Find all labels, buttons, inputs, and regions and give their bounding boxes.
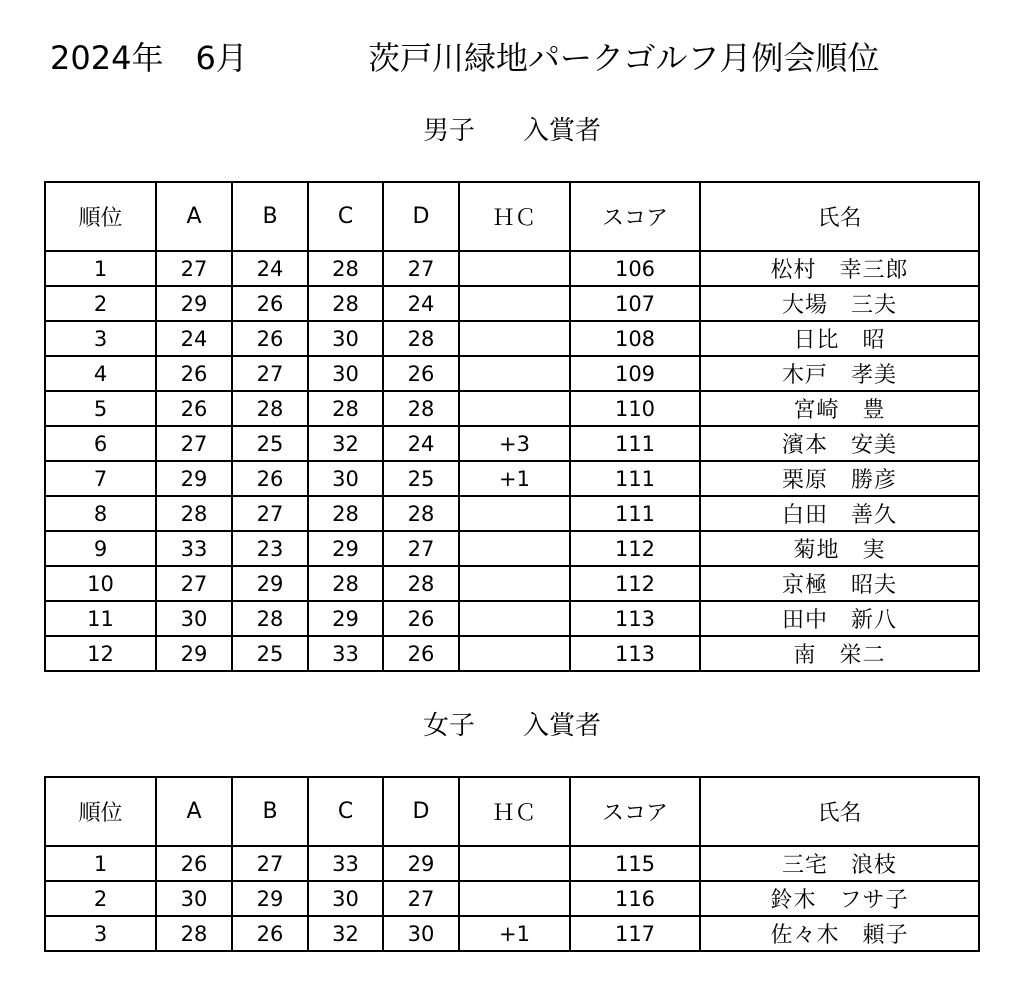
table-row xyxy=(45,286,979,321)
cell-total-score: 109 xyxy=(570,356,700,391)
cell-player-name: 大場 三夫 xyxy=(700,286,979,321)
men-table-body xyxy=(45,251,979,671)
cell-score-b: 29 xyxy=(232,881,308,916)
cell-score-a: 30 xyxy=(156,881,232,916)
women-award-label: 入賞者 xyxy=(523,711,602,741)
cell-player-name: 白田 善久 xyxy=(700,496,979,531)
cell-player-name: 田中 新八 xyxy=(700,601,979,636)
cell-handicap xyxy=(459,531,570,566)
cell-score-a: 26 xyxy=(156,356,232,391)
women-table-body xyxy=(45,846,979,951)
women-section-title xyxy=(0,708,1024,744)
cell-score-b: 27 xyxy=(232,496,308,531)
cell-handicap xyxy=(459,356,570,391)
men-group-label: 男子 xyxy=(422,116,475,146)
col-header-a: A xyxy=(156,182,232,251)
cell-score-c: 33 xyxy=(308,846,383,881)
cell-score-d: 30 xyxy=(383,916,459,951)
cell-score-a: 29 xyxy=(156,286,232,321)
cell-score-b: 26 xyxy=(232,461,308,496)
cell-score-b: 27 xyxy=(232,846,308,881)
col-header-score: スコア xyxy=(570,182,700,251)
cell-score-c: 30 xyxy=(308,356,383,391)
cell-handicap xyxy=(459,846,570,881)
cell-score-c: 28 xyxy=(308,496,383,531)
cell-total-score: 110 xyxy=(570,391,700,426)
cell-handicap xyxy=(459,321,570,356)
cell-handicap xyxy=(459,636,570,671)
cell-total-score: 115 xyxy=(570,846,700,881)
cell-rank: 3 xyxy=(45,916,156,951)
table-header-row xyxy=(45,182,979,251)
cell-player-name: 栗原 勝彦 xyxy=(700,461,979,496)
cell-score-d: 28 xyxy=(383,391,459,426)
page-title: 茨戸川緑地パークゴルフ月例会順位 xyxy=(368,39,880,77)
cell-total-score: 113 xyxy=(570,636,700,671)
cell-rank: 1 xyxy=(45,846,156,881)
table-row xyxy=(45,391,979,426)
cell-rank: 4 xyxy=(45,356,156,391)
cell-score-d: 27 xyxy=(383,251,459,286)
cell-rank: 10 xyxy=(45,566,156,601)
women-group-label: 女子 xyxy=(422,711,475,741)
cell-handicap: +1 xyxy=(459,916,570,951)
cell-player-name: 鈴木 フサ子 xyxy=(700,881,979,916)
cell-score-b: 29 xyxy=(232,566,308,601)
table-row xyxy=(45,916,979,951)
men-section-title xyxy=(0,113,1024,149)
col-header-score: スコア xyxy=(570,777,700,846)
cell-score-c: 29 xyxy=(308,601,383,636)
cell-total-score: 111 xyxy=(570,496,700,531)
col-header-c: C xyxy=(308,182,383,251)
cell-handicap: +3 xyxy=(459,426,570,461)
cell-score-c: 28 xyxy=(308,286,383,321)
cell-score-a: 26 xyxy=(156,846,232,881)
table-row xyxy=(45,531,979,566)
col-header-rank: 順位 xyxy=(45,182,156,251)
cell-score-a: 33 xyxy=(156,531,232,566)
cell-score-c: 28 xyxy=(308,251,383,286)
cell-score-c: 30 xyxy=(308,881,383,916)
cell-score-a: 28 xyxy=(156,916,232,951)
cell-total-score: 107 xyxy=(570,286,700,321)
cell-total-score: 112 xyxy=(570,531,700,566)
cell-score-a: 26 xyxy=(156,391,232,426)
table-row xyxy=(45,321,979,356)
cell-rank: 2 xyxy=(45,286,156,321)
col-header-d: D xyxy=(383,777,459,846)
table-row xyxy=(45,846,979,881)
cell-score-d: 24 xyxy=(383,426,459,461)
women-ranking-table xyxy=(44,776,980,952)
col-header-d: D xyxy=(383,182,459,251)
cell-handicap: +1 xyxy=(459,461,570,496)
col-header-hc: ＨＣ xyxy=(459,182,570,251)
cell-player-name: 京極 昭夫 xyxy=(700,566,979,601)
cell-score-b: 28 xyxy=(232,391,308,426)
cell-total-score: 111 xyxy=(570,461,700,496)
cell-handicap xyxy=(459,496,570,531)
cell-score-a: 27 xyxy=(156,251,232,286)
cell-score-c: 32 xyxy=(308,426,383,461)
cell-player-name: 南 栄二 xyxy=(700,636,979,671)
table-row xyxy=(45,251,979,286)
cell-player-name: 松村 幸三郎 xyxy=(700,251,979,286)
cell-total-score: 108 xyxy=(570,321,700,356)
cell-player-name: 佐々木 頼子 xyxy=(700,916,979,951)
cell-score-d: 28 xyxy=(383,321,459,356)
cell-rank: 7 xyxy=(45,461,156,496)
cell-handicap xyxy=(459,566,570,601)
cell-player-name: 日比 昭 xyxy=(700,321,979,356)
cell-score-c: 32 xyxy=(308,916,383,951)
table-row xyxy=(45,636,979,671)
cell-rank: 8 xyxy=(45,496,156,531)
table-row xyxy=(45,566,979,601)
col-header-b: B xyxy=(232,182,308,251)
cell-score-d: 28 xyxy=(383,566,459,601)
cell-score-a: 29 xyxy=(156,461,232,496)
col-header-c: C xyxy=(308,777,383,846)
cell-score-d: 27 xyxy=(383,531,459,566)
cell-score-d: 25 xyxy=(383,461,459,496)
cell-score-c: 29 xyxy=(308,531,383,566)
men-award-label: 入賞者 xyxy=(523,116,602,146)
cell-score-b: 24 xyxy=(232,251,308,286)
cell-score-d: 28 xyxy=(383,496,459,531)
cell-score-c: 28 xyxy=(308,566,383,601)
cell-handicap xyxy=(459,391,570,426)
cell-player-name: 三宅 浪枝 xyxy=(700,846,979,881)
cell-score-c: 33 xyxy=(308,636,383,671)
cell-handicap xyxy=(459,251,570,286)
cell-total-score: 116 xyxy=(570,881,700,916)
cell-score-a: 29 xyxy=(156,636,232,671)
cell-score-c: 30 xyxy=(308,461,383,496)
cell-total-score: 117 xyxy=(570,916,700,951)
table-header-row xyxy=(45,777,979,846)
cell-score-a: 27 xyxy=(156,426,232,461)
cell-handicap xyxy=(459,286,570,321)
cell-handicap xyxy=(459,881,570,916)
cell-score-b: 27 xyxy=(232,356,308,391)
cell-rank: 6 xyxy=(45,426,156,461)
cell-score-a: 30 xyxy=(156,601,232,636)
col-header-b: B xyxy=(232,777,308,846)
cell-score-b: 26 xyxy=(232,286,308,321)
cell-score-d: 29 xyxy=(383,846,459,881)
cell-score-d: 26 xyxy=(383,601,459,636)
cell-player-name: 濱本 安美 xyxy=(700,426,979,461)
col-header-a: A xyxy=(156,777,232,846)
cell-score-a: 24 xyxy=(156,321,232,356)
cell-total-score: 106 xyxy=(570,251,700,286)
cell-player-name: 木戸 孝美 xyxy=(700,356,979,391)
cell-score-d: 27 xyxy=(383,881,459,916)
cell-rank: 9 xyxy=(45,531,156,566)
cell-score-a: 27 xyxy=(156,566,232,601)
col-header-name: 氏名 xyxy=(700,182,979,251)
cell-score-c: 30 xyxy=(308,321,383,356)
cell-score-d: 24 xyxy=(383,286,459,321)
cell-total-score: 113 xyxy=(570,601,700,636)
cell-score-b: 25 xyxy=(232,426,308,461)
table-row xyxy=(45,356,979,391)
cell-rank: 2 xyxy=(45,881,156,916)
col-header-rank: 順位 xyxy=(45,777,156,846)
table-row xyxy=(45,601,979,636)
page-header xyxy=(50,34,990,82)
cell-handicap xyxy=(459,601,570,636)
cell-player-name: 菊地 実 xyxy=(700,531,979,566)
cell-score-b: 26 xyxy=(232,916,308,951)
cell-score-d: 26 xyxy=(383,356,459,391)
cell-score-a: 28 xyxy=(156,496,232,531)
table-row xyxy=(45,426,979,461)
men-ranking-table xyxy=(44,181,980,672)
table-row xyxy=(45,881,979,916)
cell-total-score: 112 xyxy=(570,566,700,601)
cell-rank: 11 xyxy=(45,601,156,636)
cell-score-b: 26 xyxy=(232,321,308,356)
cell-player-name: 宮崎 豊 xyxy=(700,391,979,426)
cell-score-b: 23 xyxy=(232,531,308,566)
cell-rank: 1 xyxy=(45,251,156,286)
cell-rank: 3 xyxy=(45,321,156,356)
cell-rank: 5 xyxy=(45,391,156,426)
table-row xyxy=(45,461,979,496)
cell-rank: 12 xyxy=(45,636,156,671)
cell-score-d: 26 xyxy=(383,636,459,671)
event-date: 2024年 6月 xyxy=(50,39,248,77)
cell-score-b: 25 xyxy=(232,636,308,671)
cell-score-c: 28 xyxy=(308,391,383,426)
cell-total-score: 111 xyxy=(570,426,700,461)
table-row xyxy=(45,496,979,531)
col-header-hc: ＨＣ xyxy=(459,777,570,846)
col-header-name: 氏名 xyxy=(700,777,979,846)
cell-score-b: 28 xyxy=(232,601,308,636)
